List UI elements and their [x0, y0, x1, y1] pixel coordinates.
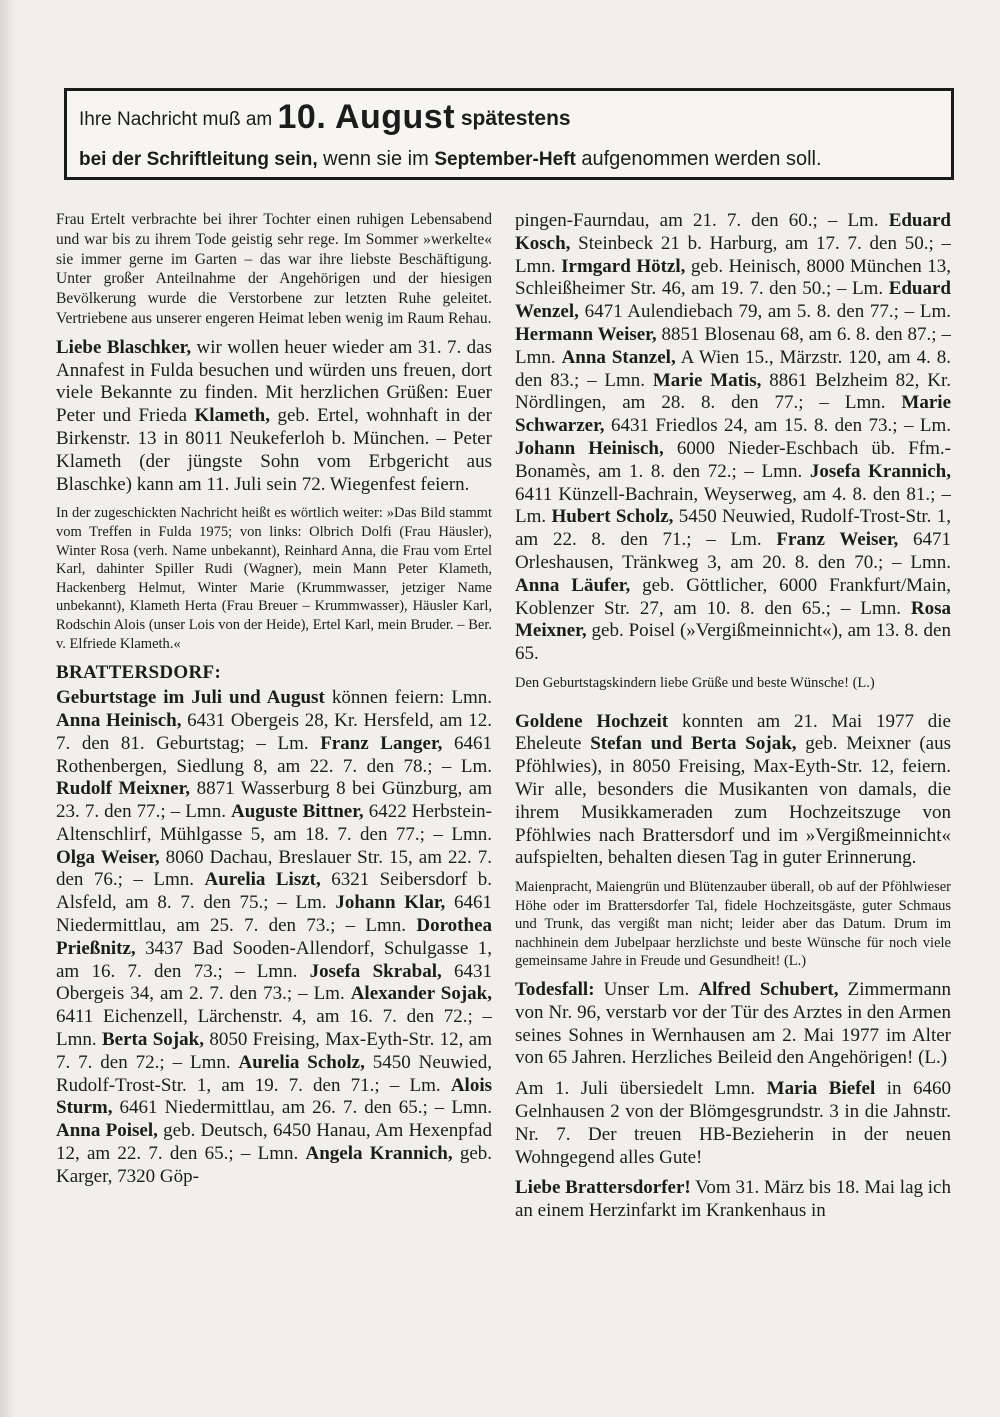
person-name: Dorothea Prießnitz,	[56, 915, 492, 959]
section-heading-brattersdorf: BRATTERSDORF:	[56, 662, 222, 684]
person-name: Marie Matis,	[652, 369, 762, 391]
deadline-notice-box	[64, 88, 954, 180]
person-name: Marie Schwarzer,	[515, 392, 951, 437]
notice-line-2	[79, 145, 822, 174]
person-name: Angela Krannich,	[305, 1143, 453, 1165]
page-fold-shadow	[0, 0, 14, 1417]
person-name: Hermann Weiser,	[515, 323, 657, 345]
person-name: Auguste Bittner,	[231, 801, 364, 823]
person-name: Berta Sojak,	[102, 1029, 204, 1051]
notice-text: aufgenommen werden soll.	[575, 148, 822, 170]
person-name: Anna Heinisch,	[56, 709, 182, 731]
lead-text: Goldene Hochzeit	[515, 710, 669, 732]
person-name: Klameth,	[194, 405, 270, 427]
golden-wedding-paragraph: Goldene Hochzeit konnten am 21. Mai 1977 die Eheleute Stefan und Berta Sojak, geb. Meixner (aus Pföhlwies), in 8050 Freising, Max-Eyth-Str. 12, feiern. Wir alle, besonders die Musikanten von damals, die ihrem Musikkameraden zum Hochzeitszuge von Pföhlwies nach Brattersdorf und im »Vergißmeinnicht« aufspielten, behalten diesen Tag in guter Erinnerung.	[515, 710, 951, 869]
notice-editor-text: bei der Schriftleitung sein,	[79, 149, 318, 170]
person-name: Maria Biefel	[766, 1078, 876, 1100]
left-column	[56, 210, 492, 1290]
person-name: Anna Poisel,	[56, 1120, 158, 1142]
person-name: Anna Stanzel,	[561, 346, 676, 368]
birthdays-paragraph: Geburtstage im Juli und August können feiern: Lmn. Anna Heinisch, 6431 Obergeis 28, Kr. Hersfeld, am 12. 7. den 81. Geburtstag; – Lm. Franz Langer, 6461 Rothenbergen, Siedlung 8, am 22. 7. den 78.; – Lm. Rudolf Meixner, 8871 Wasserburg 8 bei Günzburg, am 23. 7. den 77.; – Lmn. Auguste Bittner, 6422 Herbstein-Altenschlirf, Mühlgasse 5, am 18. 7. den 77.; – Lmn. Olga Weiser, 8060 Dachau, Breslauer Str. 15, am 22. 7. den 76.; – Lmn. Aurelia Liszt, 6321 Seibersdorf b. Alsfeld, am 8. 7. den 75.; – Lm. Johann Klar, 6461 Niedermittlau, am 25. 7. den 73.; – Lmn. Dorothea Prießnitz, 3437 Bad Sooden-Allendorf, Schulgasse 1, am 16. 7. den 73.; – Lmn. Josefa Skrabal, 6431 Obergeis 34, am 2. 7. den 73.; – Lm. Alexander Sojak, 6411 Eichenzell, Lärchenstr. 4, am 16. 7. den 72.; – Lmn. Berta Sojak, 8050 Freising, Max-Eyth-Str. 12, am 7. 7. den 72.; – Lmn. Aurelia Scholz, 5450 Neuwied, Rudolf-Trost-Str. 1, am 19. 7. den 71.; – Lm. Alois Sturm, 6461 Niedermittlau, am 26. 7. den 65.; – Lmn. Anna Poisel, geb. Deutsch, 6450 Hanau, Am Hexenpfad 12, am 22. 7. den 65.; – Lmn. Angela Krannich, geb. Karger, 7320 Göp-	[56, 687, 492, 1187]
wedding-memory-paragraph: Maienpracht, Maiengrün und Blütenzauber überall, ob auf der Pföhlwieser Höhe oder im Brattersdorfer Tal, fidele Hochzeitsgäste, guter Schmaus und Trunk, das vergißt man nicht; leider aber das Datum. Drum im nachhinein dem Jubelpaar herzlichste und beste Wünsche für noch viele gemeinsame Jahre in Freude und Gesundheit! (L.)	[515, 879, 951, 970]
right-column	[515, 210, 951, 1290]
notice-text: wenn sie im	[317, 148, 435, 170]
notice-text: Ihre Nachricht muß am	[79, 109, 278, 130]
death-notice-paragraph: Todesfall: Unser Lm. Alfred Schubert, Zimmermann von Nr. 96, verstarb vor der Tür des Arztes in den Armen seines Sohnes in Wernhausen am 2. Mai 1977 im Alter von 65 Jahren. Herzliches Beileid den Angehörigen! (L.)	[515, 979, 951, 1069]
lead-text: Geburtstage im Juli und August	[56, 687, 325, 709]
lead-text: Liebe Brattersdorfer!	[515, 1177, 691, 1199]
person-name: Franz Weiser,	[776, 529, 899, 551]
lead-text: Liebe Blaschker,	[56, 336, 192, 358]
person-name: Alois Sturm,	[56, 1074, 492, 1119]
birthday-greeting: Den Geburtstagskindern liebe Grüße und beste Wünsche! (L.)	[515, 674, 875, 691]
birthdays-continued-paragraph: pingen-Faurndau, am 21. 7. den 60.; – Lm. Eduard Kosch, Steinbeck 21 b. Harburg, am 17. 7. den 50.; – Lmn. Irmgard Hötzl, geb. Heinisch, 8000 München 13, Schleißheimer Str. 46, am 19. 7. den 50.; – Lm. Eduard Wenzel, 6471 Aulendiebach 79, am 5. 8. den 77.; – Lm. Hermann Weiser, 8851 Blosenau 68, am 6. 8. den 87.; – Lmn. Anna Stanzel, A Wien 15., Märzstr. 120, am 4. 8. den 83.; – Lmn. Marie Matis, 8861 Belzheim 82, Kr. Nördlingen, am 28. 8. den 77.; – Lmn. Marie Schwarzer, 6431 Friedlos 24, am 15. 8. den 73.; – Lm. Johann Heinisch, 6000 Nieder-Eschbach üb. Ffm.-Bonamès, am 1. 8. den 72.; – Lmn. Josefa Krannich, 6411 Künzell-Bachrain, Weyserweg, am 4. 8. den 81.; – Lm. Hubert Scholz, 5450 Neuwied, Rudolf-Trost-Str. 1, am 22. 8. den 71.; – Lm. Franz Weiser, 6471 Orleshausen, Tränkweg 3, am 20. 8. den 70.; – Lmn. Anna Läufer, geb. Göttlicher, 6000 Frankfurt/Main, Koblenzer Str. 27, am 10. 8. den 65.; – Lmn. Rosa Meixner, geb. Poisel (»Vergißmeinnicht«), am 13. 8. den 65.	[515, 210, 951, 665]
person-name: Stefan und Berta Sojak,	[590, 733, 797, 755]
spacer	[515, 701, 951, 711]
person-name: Olga Weiser,	[56, 846, 160, 868]
person-name: Eduard Kosch,	[515, 210, 951, 254]
person-name: Josefa Skrabal,	[309, 960, 442, 982]
person-name: Aurelia Scholz,	[238, 1051, 365, 1073]
person-name: Alfred Schubert,	[698, 979, 839, 1001]
relocation-paragraph: Am 1. Juli übersiedelt Lmn. Maria Biefel in 6460 Gelnhausen 2 von der Blömgesgrundstr. 3 in die Jahnstr. Nr. 7. Der treuen HB-Bezieherin in der neuen Wohngegend alles Gute!	[515, 1078, 951, 1168]
person-name: Alexander Sojak,	[350, 983, 492, 1005]
person-name: Josefa Krannich,	[809, 460, 951, 482]
person-name: Rosa Meixner,	[515, 597, 951, 642]
photo-caption-paragraph: In der zugeschickten Nachricht heißt es wörtlich weiter: »Das Bild stammt vom Treffen in Fulda 1975; von links: Olbrich Dolfi (Frau Häusler), Winter Rosa (verh. Name unbekannt), Reinhard Anna, die Frau vom Ertel Karl, dahinter Spiller Rudi (Wagner), mein Mann Peter Klameth, Hackenberg Helmut, Winter Marie (Krummwasser, jetziger Name unbekannt), Klameth Herta (Frau Breuer – Krummwasser), Häusler Karl, Rodschin Alois (unser Lois von der Heide), Ertel Karl, mein Bruder. – Ber. v. Elfriede Klameth.«	[56, 505, 492, 652]
obituary-ertelt-paragraph: Frau Ertelt verbrachte bei ihrer Tochter einen ruhigen Lebensabend und war bis zu ihrem Tode geistig sehr rege. Im Sommer »werkelte« sie immer gerne im Garten – das war ihre liebste Beschäftigung. Unter großer Anteilnahme der Angehörigen und der hiesigen Bevölkerung wurde die Verstorbene zur letzten Ruhe geleitet. Vertriebene aus unserer engeren Heimat leben wenig im Raum Rehau.	[56, 211, 492, 327]
person-name: Johann Klar,	[335, 892, 446, 914]
heart-attack-paragraph: Liebe Brattersdorfer! Vom 31. März bis 18. Mai lag ich an einem Herzinfarkt im Krankenhaus in	[515, 1177, 951, 1222]
person-name: Irmgard Hötzl,	[561, 255, 686, 277]
notice-line-1	[79, 98, 571, 136]
person-name: Hubert Scholz,	[551, 506, 674, 528]
person-name: Rudolf Meixner,	[56, 778, 191, 800]
notice-text-late: spätestens	[455, 107, 571, 130]
person-name: Aurelia Liszt,	[204, 869, 321, 891]
person-name: Johann Heinisch,	[515, 437, 664, 459]
blaschker-paragraph: Liebe Blaschker, wir wollen heuer wieder am 31. 7. das Annafest in Fulda besuchen und würden uns freuen, dort viele Bekannte zu finden. Mit herzlichen Grüßen: Euer Peter und Frieda Klameth, geb. Ertel, wohnhaft in der Birkenstr. 13 in 8011 Neukeferloh b. München. – Peter Klameth (der jüngste Sohn vom Erbgericht aus Blaschke) kann am 11. Juli sein 72. Wiegenfest feiern.	[56, 336, 492, 495]
notice-issue-name: September-Heft	[434, 149, 576, 170]
person-name: Anna Läufer,	[515, 574, 631, 596]
person-name: Eduard Wenzel,	[515, 278, 951, 323]
lead-text: Todesfall:	[515, 979, 595, 1001]
person-name: Franz Langer,	[320, 732, 443, 754]
notice-deadline-date: 10. August	[277, 98, 456, 136]
